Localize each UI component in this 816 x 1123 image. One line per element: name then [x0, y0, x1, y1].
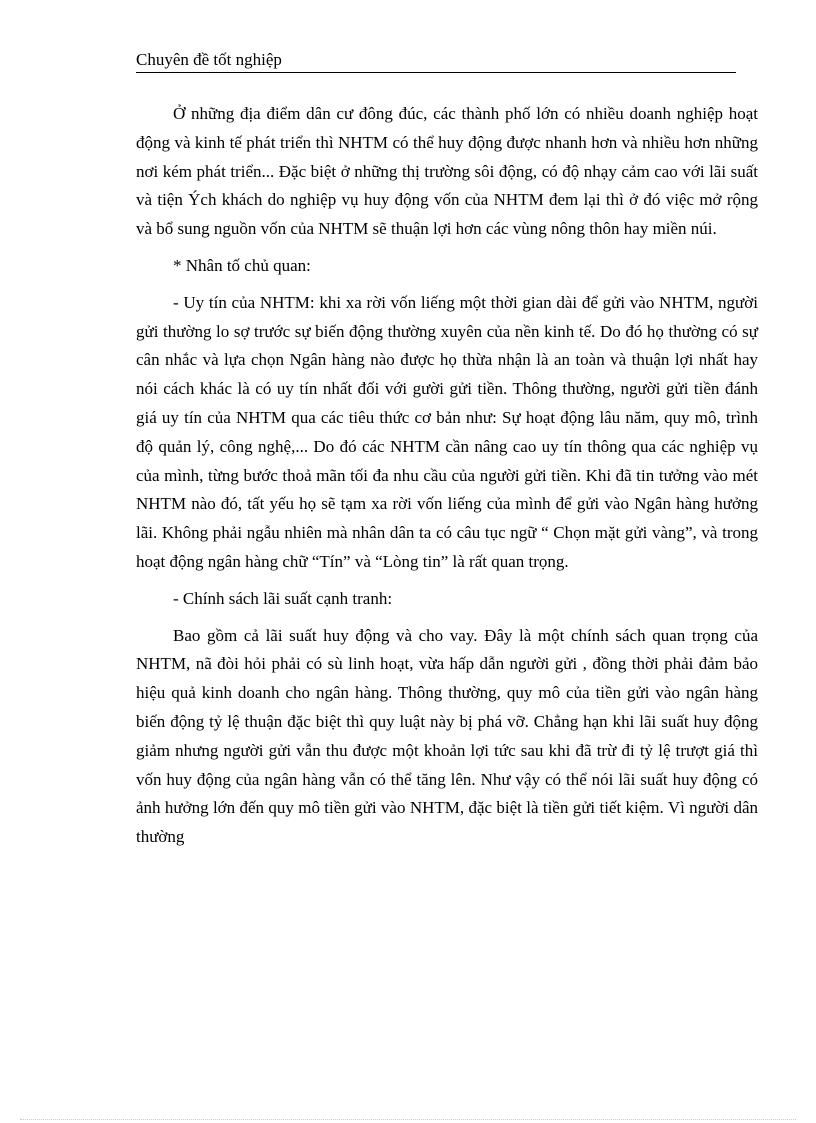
page-bottom-divider [20, 1119, 796, 1120]
header-title: Chuyên đề tốt nghiệp [136, 50, 282, 69]
heading-subjective-factors: * Nhân tố chủ quan: [173, 255, 311, 275]
paragraph-interest-rate-details: Bao gồm cả lãi suất huy động và cho vay. Đây là một chính sách quan trọng của NHTM, nã đòi hỏi phải có sù linh hoạt, vừa hấp dẫn người gửi , đồng thời phải đảm bảo hiệu quả kinh doanh cho ngân hàng. Thông thường, quy mô của tiền gửi vào ngân hàng biến động tỷ lệ thuận đặc biệt thì quy luật này bị phá vỡ. Chẳng hạn khi lãi suất huy động giảm nhưng người gửi vẫn thu được một khoản lợi tức sau khi đã trừ đi tỷ lệ trượt giá thì vốn huy động của ngân hàng vẫn có thể tăng lên. Như vậy có thể nói lãi suất huy động có ảnh hưởng lớn đến quy mô tiền gửi vào NHTM, đặc biệt là tiền gửi tiết kiệm. Vì người dân thường [136, 625, 758, 847]
heading-interest-rate-policy: - Chính sách lãi suất cạnh tranh: [173, 588, 393, 608]
document-body [136, 100, 758, 860]
paragraph-bank-reputation: - Uy tín của NHTM: khi xa rời vốn liếng một thời gian dài để gửi vào NHTM, người gửi thường lo sợ trước sự biến động thường xuyên của nền kinh tế. Do đó họ thường có sự cân nhắc và lựa chọn Ngân hàng nào được họ thừa nhận là an toàn và thuận lợi nhất hay nói cách khác là có uy tín nhất đối với gười gửi tiền. Thông thường, người gửi tiền đánh giá uy tín của NHTM qua các tiêu thức cơ bản như: Sự hoạt động lâu năm, quy mô, trình độ quản lý, công nghệ,... Do đó các NHTM cần nâng cao uy tín thông qua các nghiệp vụ của mình, từng bước thoả mãn tối đa nhu cầu của người gửi tiền. Khi đã tin tưởng vào mét NHTM nào đó, tất yếu họ sẽ tạm xa rời vốn liếng của mình để gửi vào Ngân hàng hưởng lãi. Không phải ngẫu nhiên mà nhân dân ta có câu tục ngữ “ Chọn mặt gửi vàng”, và trong hoạt động ngân hàng chữ “Tín” và “Lòng tin” là rất quan trọng. [136, 292, 758, 571]
page-header [136, 50, 736, 73]
paragraph-location-factors: Ở những địa điểm dân cư đông đúc, các thành phố lớn có nhiều doanh nghiệp hoạt động và kinh tế phát triển thì NHTM có thể huy động được nhanh hơn và nhiều hơn những nơi kém phát triển... Đặc biệt ở những thị trường sôi động, có độ nhạy cảm cao với lãi suất và tiện Ých khách do nghiệp vụ huy động vốn của NHTM đem lại thì ở đó việc mở rộng và bổ sung nguồn vốn của NHTM sẽ thuận lợi hơn các vùng nông thôn hay miền núi. [136, 104, 758, 239]
